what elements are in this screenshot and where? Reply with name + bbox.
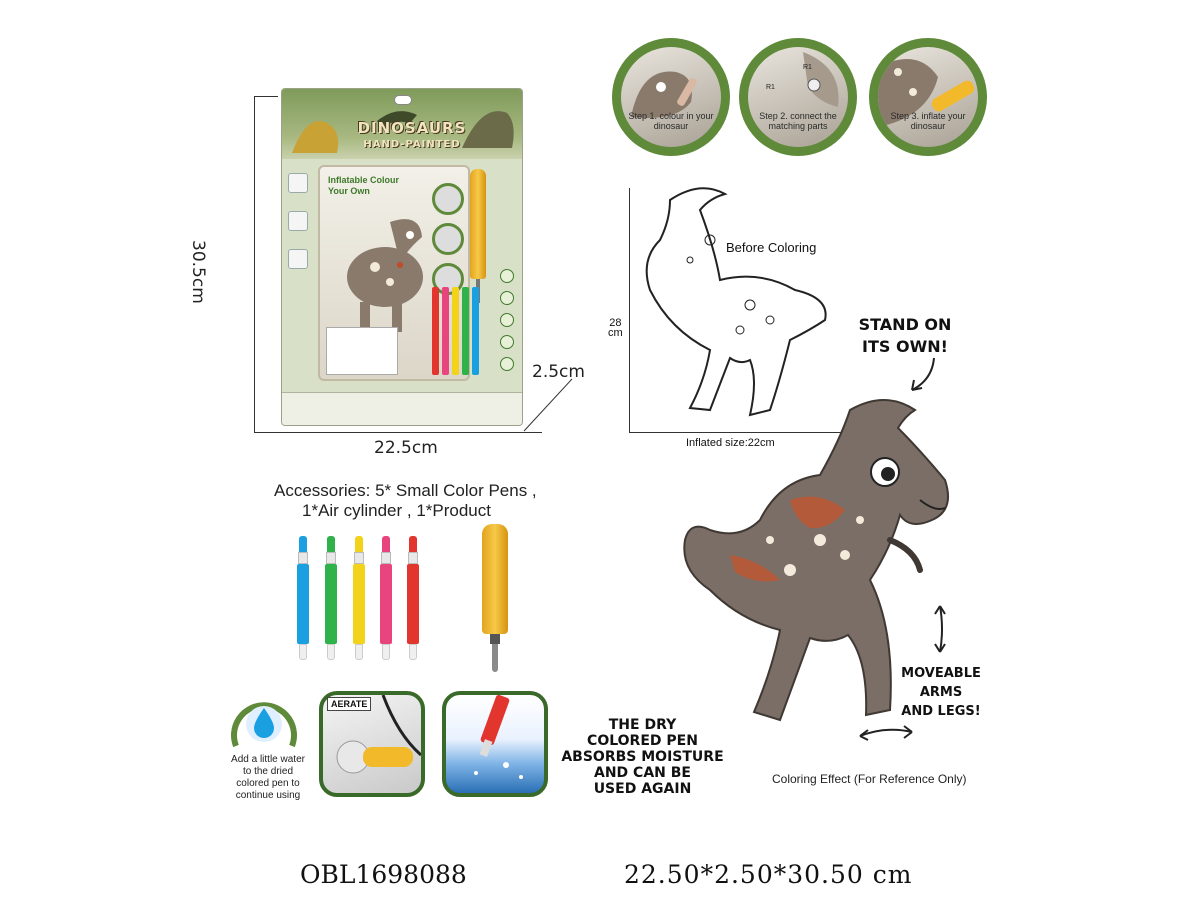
pen-icon bbox=[288, 211, 308, 231]
pen-body bbox=[325, 564, 337, 644]
depth-dimension-label: 2.5cm bbox=[532, 362, 585, 382]
arrow-stand-icon bbox=[904, 356, 940, 396]
diagram-height-value: 28 bbox=[609, 317, 622, 329]
dry-line-4: AND CAN BE bbox=[594, 765, 691, 781]
package-warning-strip bbox=[282, 392, 522, 425]
height-dimension-label: 30.5cm bbox=[188, 240, 208, 304]
package-title: DINOSAURS bbox=[357, 119, 467, 137]
info-icon-2 bbox=[500, 313, 514, 327]
water-line-3: colored pen to bbox=[236, 778, 300, 789]
packaged-dinosaur-illustration bbox=[330, 207, 440, 337]
step-2-circle bbox=[739, 38, 857, 156]
water-line-1: Add a little water bbox=[231, 754, 305, 765]
package-size: 22.50*2.50*30.50 cm bbox=[624, 860, 913, 889]
accessories-text bbox=[274, 481, 537, 521]
arrow-horizontal-icon bbox=[858, 718, 914, 744]
pen-tip bbox=[382, 644, 390, 660]
dimension-tick-top bbox=[254, 96, 278, 97]
air-cylinder-needle bbox=[492, 644, 498, 672]
pen-tip bbox=[409, 644, 417, 660]
step-3-label: Step 3. inflate your dinosaur bbox=[890, 111, 966, 131]
product-package bbox=[281, 88, 523, 426]
inflated-size-label: Inflated size:22cm bbox=[686, 437, 775, 449]
stand-line-1: STAND ON bbox=[858, 315, 952, 334]
before-coloring-label: Before Coloring bbox=[726, 240, 817, 255]
diagram-height-unit: cm bbox=[608, 327, 623, 339]
step-1-label: Step 1. colour in your dinosaur bbox=[628, 111, 714, 131]
pen-tip bbox=[355, 644, 363, 660]
stand-line-2: ITS OWN! bbox=[862, 337, 948, 356]
pen-neck bbox=[408, 552, 418, 564]
info-icon-4 bbox=[500, 357, 514, 371]
pen-cap bbox=[327, 536, 335, 552]
pen-neck bbox=[354, 552, 364, 564]
pen-green bbox=[325, 536, 337, 660]
step-2-image bbox=[748, 47, 848, 147]
step-3-image bbox=[878, 47, 978, 147]
window-before-painting bbox=[326, 327, 398, 375]
pen-in-water-photo bbox=[442, 691, 548, 797]
step-3-circle bbox=[869, 38, 987, 156]
pen-cap bbox=[299, 536, 307, 552]
water-line-2: to the dried bbox=[242, 766, 294, 777]
pen-body bbox=[380, 564, 392, 644]
package-side-icons bbox=[500, 269, 514, 379]
coloring-effect-caption: Coloring Effect (For Reference Only) bbox=[772, 772, 967, 786]
step-1-circle bbox=[612, 38, 730, 156]
dimension-line-height bbox=[254, 96, 255, 432]
package-subtitle: HAND-PAINTED bbox=[363, 139, 461, 150]
moveable-line-3: AND LEGS! bbox=[901, 704, 981, 719]
dry-line-2: COLORED PEN bbox=[587, 733, 698, 749]
pen-tip bbox=[299, 644, 307, 660]
step-3-inflate-illustration bbox=[878, 47, 978, 147]
water-drop-icon bbox=[228, 694, 300, 754]
moveable-callout bbox=[893, 664, 989, 721]
svg-text:R1: R1 bbox=[766, 84, 775, 91]
pen-tip bbox=[327, 644, 335, 660]
package-feature-icons bbox=[288, 173, 308, 287]
pen-neck bbox=[326, 552, 336, 564]
product-code: OBL1698088 bbox=[300, 860, 467, 889]
pen-neck bbox=[298, 552, 308, 564]
moveable-line-2: ARMS bbox=[919, 685, 963, 700]
air-cylinder-neck bbox=[490, 634, 500, 644]
pen-body bbox=[353, 564, 365, 644]
step-2-parts-illustration bbox=[748, 47, 848, 147]
aerate-label: AERATE bbox=[327, 697, 371, 711]
arrow-vertical-icon bbox=[930, 604, 950, 654]
packaged-air-cylinder bbox=[470, 169, 486, 279]
pen-cap bbox=[409, 536, 417, 552]
step-2-label: Step 2. connect the matching parts bbox=[759, 111, 837, 131]
air-cylinder-body bbox=[482, 524, 508, 634]
width-dimension-label: 22.5cm bbox=[374, 438, 438, 458]
pen-yellow bbox=[353, 536, 365, 660]
add-water-tip bbox=[218, 754, 318, 802]
pen-cap bbox=[355, 536, 363, 552]
dimension-line-width bbox=[254, 432, 542, 433]
stand-on-its-own-callout bbox=[845, 314, 965, 358]
svg-text:R1: R1 bbox=[803, 64, 812, 71]
pen-neck bbox=[381, 552, 391, 564]
info-icon-3 bbox=[500, 335, 514, 349]
pen-blue bbox=[297, 536, 309, 660]
water-line-4: continue using bbox=[235, 790, 301, 801]
moveable-line-1: MOVEABLE bbox=[901, 666, 981, 681]
info-icon-1 bbox=[500, 291, 514, 305]
pen-red bbox=[407, 536, 419, 660]
dry-line-3: ABSORBS MOISTURE bbox=[561, 749, 724, 765]
step-1-dinosaur-illustration bbox=[621, 47, 721, 147]
brush-icon bbox=[288, 249, 308, 269]
accessories-line-2: 1*Air cylinder , 1*Product bbox=[302, 501, 491, 520]
window-step-thumb-1 bbox=[432, 183, 464, 215]
dry-line-1: THE DRY bbox=[608, 717, 677, 733]
water-drop-icon bbox=[288, 173, 308, 193]
diagram-height-label bbox=[608, 318, 623, 338]
packaged-pens bbox=[432, 287, 482, 375]
pen-pink bbox=[380, 536, 392, 660]
window-step-thumb-2 bbox=[432, 223, 464, 255]
age-badge-icon bbox=[500, 269, 514, 283]
pen-cap bbox=[382, 536, 390, 552]
dry-pen-callout bbox=[560, 717, 725, 797]
pen-body bbox=[297, 564, 309, 644]
dry-line-5: USED AGAIN bbox=[593, 781, 692, 797]
step-1-image bbox=[621, 47, 721, 147]
pen-body bbox=[407, 564, 419, 644]
window-title: Inflatable Colour Your Own bbox=[328, 175, 400, 196]
pen-in-water-illustration bbox=[446, 695, 546, 795]
dimension-line-depth bbox=[520, 375, 580, 435]
air-cylinder bbox=[482, 524, 508, 672]
accessories-line-1: Accessories: 5* Small Color Pens , bbox=[274, 481, 537, 500]
